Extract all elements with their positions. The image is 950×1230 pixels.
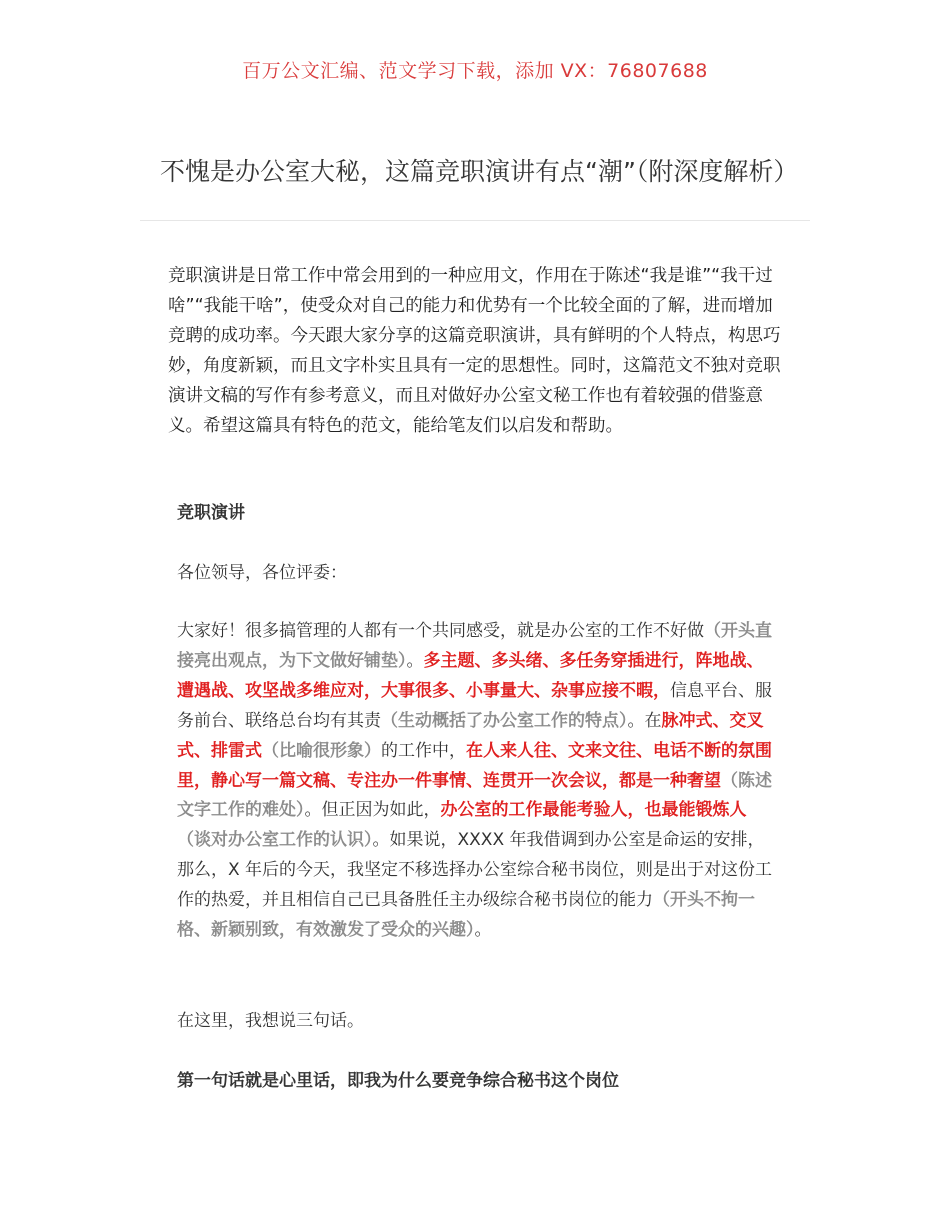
speech-greeting: 各位领导，各位评委： [177, 563, 347, 583]
paragraph-segment: 信息平台、服务前台、联络总台均有其责 [177, 680, 772, 731]
highlight-segment: 多主题、多头绪、多任务穿插进行，阵地战、遭遇战、攻坚战多维应对，大事很多、小事量大、杂事应接不暇， [177, 650, 764, 701]
header-banner: 百万公文汇编、范文学习下载，添加 VX：76807688 [242, 60, 708, 82]
annotation-segment: （谈对办公室工作的认识） [177, 830, 373, 851]
highlight-segment: 办公室的工作最能考验人，也最能锻炼人 [440, 800, 747, 821]
article-title: 不愧是办公室大秘，这篇竞职演讲有点“潮”（附深度解析） [160, 156, 799, 186]
speech-main-paragraph [177, 617, 777, 946]
intro-paragraph: 竞职演讲是日常工作中常会用到的一种应用文，作用在于陈述“我是谁”“我干过啥”“我能干啥”，使受众对自己的能力和优势有一个比较全面的了解，进而增加竞聘的成功率。今天跟大家分享的这篇竞职演讲，具有鲜明的个人特点，构思巧妙，角度新颖，而且文字朴实且具有一定的思想性。同时，这篇范文不独对竞职演讲文稿的写作有参考意义，而且对做好办公室文秘工作也有着较强的借鉴意义。希望这篇具有特色的范文，能给笔友们以启发和帮助。 [168, 265, 781, 436]
annotation-segment: （陈述文字工作的难处） [177, 770, 772, 821]
title-divider [140, 220, 810, 221]
speech-heading: 竞职演讲 [177, 503, 245, 523]
highlight-segment: 脉冲式、交叉式、排雷式 [177, 710, 764, 761]
three-sentences-line: 在这里，我想说三句话。 [177, 1011, 364, 1031]
first-sentence-heading: 第一句话就是心里话，即我为什么要竞争综合秘书这个岗位 [177, 1071, 619, 1091]
paragraph-segment: 。在 [627, 710, 662, 731]
annotation-segment: （开头不拘一格、新颖别致，有效激发了受众的兴趣） [177, 890, 755, 941]
paragraph-segment: 。如果说，XXXX 年我借调到办公室是命运的安排，那么，X 年后的今天，我坚定不移选择办公室综合秘书岗位，则是出于对这份工作的热爱，并且相信自己已具备胜任主办级综合秘书岗位的能力 [177, 830, 773, 911]
highlight-segment: 在人来人往、文来文往、电话不断的氛围里，静心写一篇文稿、专注办一件事情、连贯开一次会议，都是一种奢望 [177, 740, 772, 791]
paragraph-segment: 。但正因为如此， [304, 800, 441, 821]
annotation-segment: （开头直接亮出观点，为下文做好铺垫） [177, 621, 772, 671]
paragraph-segment: 。 [474, 920, 492, 941]
annotation-segment: （生动概括了办公室工作的特点） [381, 710, 628, 731]
paragraph-segment: 大家好！很多搞管理的人都有一个共同感受，就是办公室的工作不好做 [177, 621, 704, 641]
paragraph-segment: 。 [406, 650, 424, 671]
paragraph-segment: 的工作中， [381, 740, 466, 761]
annotation-segment: （比喻很形象） [262, 740, 381, 761]
